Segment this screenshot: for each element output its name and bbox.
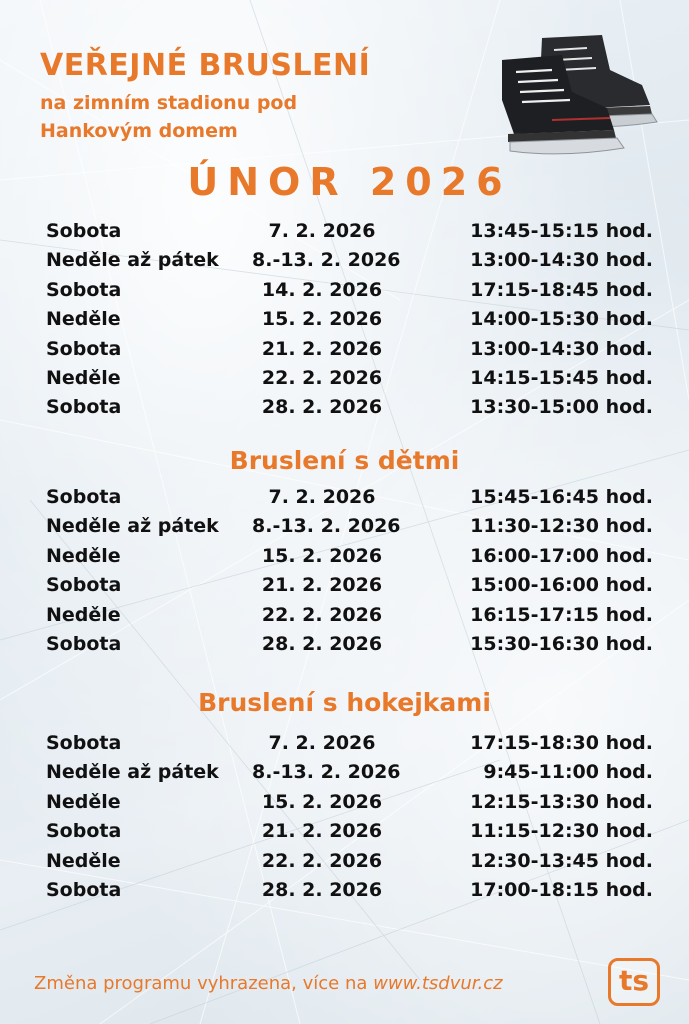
- time-cell: 17:15-18:45 hod.: [470, 278, 653, 301]
- time-cell: 12:30-13:45 hod.: [470, 849, 653, 872]
- schedule-row: [0, 732, 689, 761]
- day-cell: Sobota: [46, 633, 122, 655]
- schedule-row: [0, 396, 689, 425]
- schedule-row: [0, 791, 689, 820]
- time-cell: 13:30-15:00 hod.: [470, 396, 653, 419]
- time-cell: 13:45-15:15 hod.: [470, 220, 653, 242]
- schedule-row: [0, 249, 689, 278]
- time-cell: 11:15-12:30 hod.: [470, 820, 653, 843]
- section-title: Bruslení s hokejkami: [198, 688, 491, 717]
- section-title: Bruslení s dětmi: [229, 446, 460, 475]
- date-cell: 15. 2. 2026: [261, 308, 383, 331]
- subtitle-line-2: Hankovým domem: [40, 120, 238, 142]
- day-cell: Neděle: [46, 544, 121, 567]
- ice-skates-icon: [492, 30, 662, 160]
- day-cell: Sobota: [46, 486, 122, 508]
- footer-text: Změna programu vyhrazena, více na: [34, 973, 374, 994]
- schedule-row: [0, 279, 689, 308]
- day-cell: Neděle až pátek: [46, 515, 219, 538]
- day-cell: Neděle až pátek: [46, 761, 219, 784]
- date-cell: 28. 2. 2026: [261, 633, 383, 655]
- date-cell: 22. 2. 2026: [261, 849, 383, 872]
- date-cell: 8.-13. 2. 2026: [252, 515, 401, 538]
- time-cell: 9:45-11:00 hod.: [483, 761, 653, 784]
- date-cell: 28. 2. 2026: [261, 396, 383, 419]
- date-cell: 8.-13. 2. 2026: [252, 249, 401, 272]
- day-cell: Sobota: [46, 396, 122, 419]
- date-cell: 7. 2. 2026: [268, 220, 376, 242]
- date-cell: 7. 2. 2026: [268, 732, 376, 754]
- schedule-row: [0, 850, 689, 879]
- day-cell: Neděle: [46, 367, 121, 389]
- day-cell: Sobota: [46, 574, 122, 597]
- time-cell: 12:15-13:30 hod.: [470, 790, 653, 813]
- day-cell: Neděle: [46, 790, 121, 813]
- day-cell: Sobota: [46, 732, 122, 754]
- website-link[interactable]: www.tsdvur.cz: [373, 973, 503, 994]
- time-cell: 14:15-15:45 hod.: [470, 367, 653, 389]
- day-cell: Sobota: [46, 879, 122, 901]
- schedule-row: [0, 879, 689, 908]
- time-cell: 15:00-16:00 hod.: [470, 574, 653, 597]
- footer-note: [34, 973, 503, 994]
- schedule-row: [0, 367, 689, 396]
- time-cell: 15:45-16:45 hod.: [470, 486, 653, 508]
- date-cell: 22. 2. 2026: [261, 603, 383, 626]
- time-cell: 11:30-12:30 hod.: [470, 515, 653, 538]
- schedule-row: [0, 574, 689, 603]
- day-cell: Neděle: [46, 849, 121, 872]
- time-cell: 17:00-18:15 hod.: [470, 879, 653, 901]
- ts-logo-icon: ts: [608, 958, 660, 1006]
- day-cell: Sobota: [46, 220, 122, 242]
- date-cell: 21. 2. 2026: [261, 337, 383, 360]
- date-cell: 21. 2. 2026: [261, 574, 383, 597]
- time-cell: 17:15-18:30 hod.: [470, 732, 653, 754]
- schedule-row: [0, 820, 689, 849]
- time-cell: 16:15-17:15 hod.: [470, 603, 653, 626]
- date-cell: 15. 2. 2026: [261, 790, 383, 813]
- schedule-row: [0, 515, 689, 544]
- time-cell: 13:00-14:30 hod.: [470, 337, 653, 360]
- date-cell: 8.-13. 2. 2026: [252, 761, 401, 784]
- time-cell: 16:00-17:00 hod.: [470, 544, 653, 567]
- subtitle-line-1: na zimním stadionu pod: [40, 92, 298, 114]
- date-cell: 15. 2. 2026: [261, 544, 383, 567]
- day-cell: Neděle: [46, 308, 121, 331]
- day-cell: Sobota: [46, 820, 122, 843]
- schedule-row: [0, 486, 689, 515]
- day-cell: Sobota: [46, 337, 122, 360]
- day-cell: Neděle až pátek: [46, 249, 219, 272]
- date-cell: 22. 2. 2026: [261, 367, 383, 389]
- schedule-row: [0, 761, 689, 790]
- time-cell: 15:30-16:30 hod.: [470, 633, 653, 655]
- date-cell: 14. 2. 2026: [261, 278, 383, 301]
- schedule-row: [0, 604, 689, 633]
- date-cell: 21. 2. 2026: [261, 820, 383, 843]
- day-cell: Neděle: [46, 603, 121, 626]
- schedule-row: [0, 308, 689, 337]
- page-title: VEŘEJNÉ BRUSLENÍ: [40, 48, 371, 83]
- date-cell: 7. 2. 2026: [268, 486, 376, 508]
- time-cell: 14:00-15:30 hod.: [470, 308, 653, 331]
- time-cell: 13:00-14:30 hod.: [470, 249, 653, 272]
- day-cell: Sobota: [46, 278, 122, 301]
- schedule-row: [0, 633, 689, 662]
- date-cell: 28. 2. 2026: [261, 879, 383, 901]
- month-heading: ÚNOR 2026: [187, 160, 512, 204]
- schedule-row: [0, 338, 689, 367]
- schedule-row: [0, 220, 689, 249]
- schedule-row: [0, 545, 689, 574]
